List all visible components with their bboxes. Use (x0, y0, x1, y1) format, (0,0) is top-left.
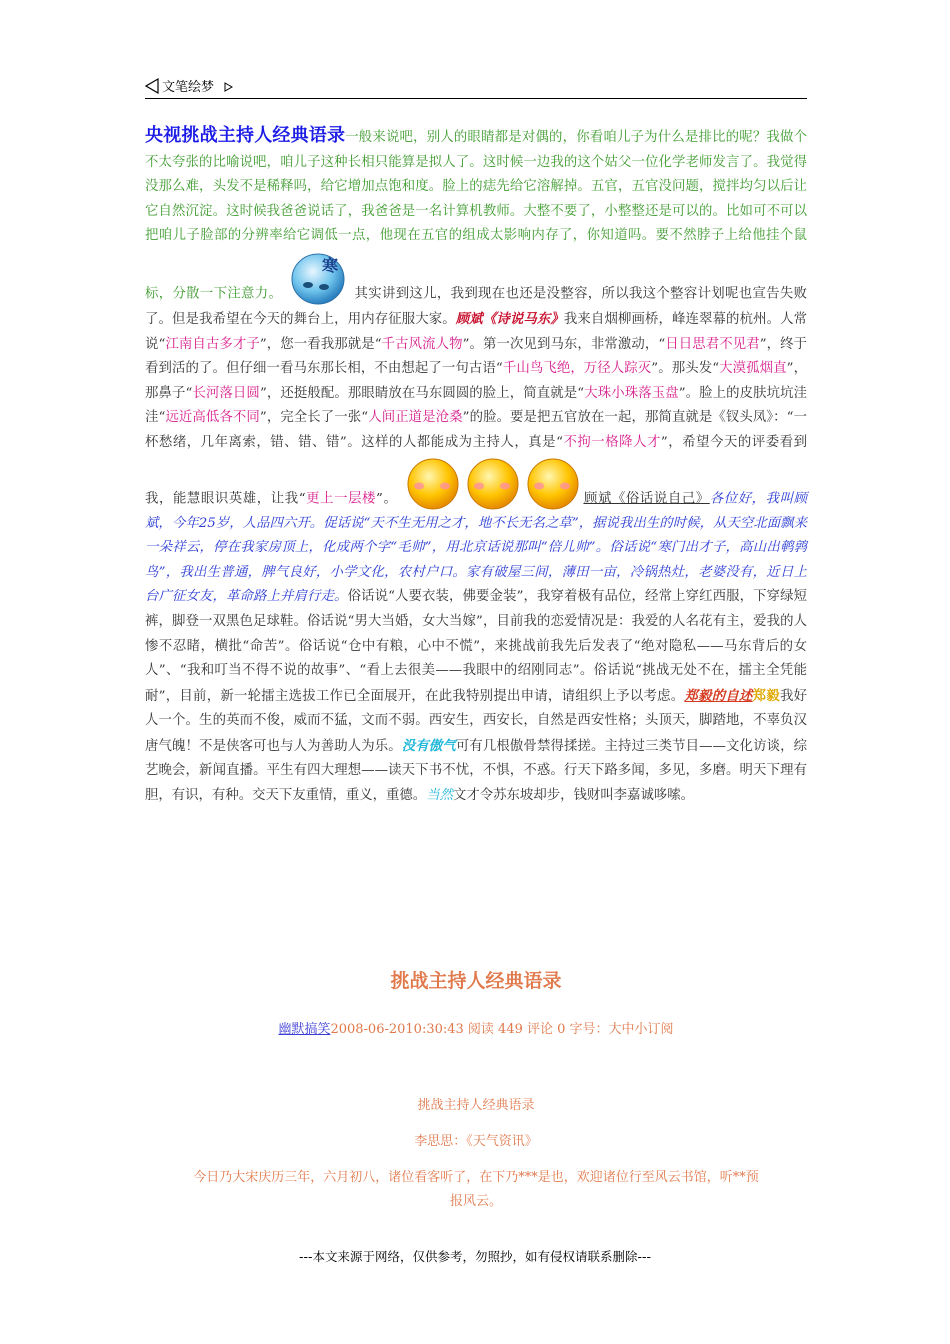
quote-4: 千山鸟飞绝，万径人踪灭 (502, 361, 652, 377)
paragraph-3a: 各位好，我叫顾斌，今年25岁，人品四六开。促话说“天不生无用之才，地不长无名之草”，据说我出生的时候，从天空北面飘来一朵祥云，停在我家房顶上，化成两个字“毛帅”，用北京话说那叫“倍儿帅”。俗话说“寒门出才子，高山出鹌鹑鸟”，我出生普通，脾气良好，小学文化，农村户口。家有破屋三间，薄田一亩，冷锅热灶，老婆没有，近日上台广征女友，革命路上并肩行走。 (145, 490, 807, 605)
emoji-char: 寒 (322, 255, 339, 275)
paragraph-2e: ”，终于看到活的了。但仔细一看马东那长相，不由想起了一句古语“ (145, 336, 808, 377)
footer-disclaimer: ---本文来源于网络，仅供参考，勿照抄，如有侵权请联系删除--- (298, 1249, 652, 1264)
article2-line3a: 今日乃大宋庆历三年，六月初八，诸位看客听了，在下乃***是也，欢迎诸位行至风云书馆，听**预 (193, 1170, 759, 1185)
quote-5: 大漠孤烟直 (719, 361, 787, 377)
quote-3: 日日思君不见君 (665, 336, 760, 352)
page-header (145, 74, 807, 99)
category-link[interactable]: 幽默搞笑 (278, 1022, 331, 1037)
article2-line2: 李思思：《天气资讯》 (414, 1134, 538, 1149)
paragraph-2f: ”。那头发“ (651, 361, 720, 377)
article2-meta (145, 1018, 807, 1037)
paragraph-3b: 俗话说“人要衣装，佛要金装”，我穿着极有品位，经常上穿红西服，下穿绿短裤，脚登一双黑色足球鞋。俗话说“男大当婚，女大当嫁”，目前我的恋爱情况是：我爱的人名花有主，爱我的人惨不忍睹，横批“命苦”。俗话说“仓中有粮，心中不慌”，来挑战前我先后发表了“绝对隐私——马东背后的女人”、“我和叮当不得不说的故事”、“看上去很美——我眼中的绍刚同志”。俗话说“挑战无处不在，擂主全凭能耐”，目前，新一轮擂主选拔工作已全面展开，在此我特别提出申请，请组织上予以考虑。 (145, 589, 807, 704)
section-title-4: 郑毅的自述 (684, 687, 753, 704)
article2-line3b: 报风云。 (449, 1194, 502, 1209)
meta-info: 2008-06-2010:30:43 阅读 449 评论 0 字号：大中小订阅 (330, 1022, 674, 1037)
triangle-right-icon (224, 82, 233, 92)
section-title-5: 没有傲气 (401, 737, 456, 754)
paragraph-4a: 我好人一个。生的英而不俊，威而不猛，文而不弱。西安生，西安长，自然是西安性格；头顶天，脚踏地，不辜负汉唐气魄！不是侠客可也与人为善助人为乐。 (145, 688, 808, 754)
paragraph-intro: 一般来说吧，别人的眼睛都是对偶的，你看咱儿子为什么是排比的呢？我做个不太夸张的比喻说吧，咱儿子这种长相只能算是拟人了。这时候一边我的这个姑父一位化学老师发言了。我觉得没那么难，头发不是稀释吗，给它增加点饱和度。脸上的痣先给它溶解掉。五官，五官没问题，搅拌均匀以后让它自然沉淀。这时候我爸爸说话了，我爸爸是一名计算机教师。大整不要了，小整整还是可以的。比如可不可以把咱儿子脸部的分辨率给它调低一点，他现在五官的组成太影响内存了，你知道吗。要不然脖子上给他挂个鼠标，分散一下注意力。 (145, 130, 808, 302)
paragraph-2l: ”，希望今天的评委看到我，能慧眼识英雄，让我“ (145, 434, 807, 506)
header-left (145, 76, 233, 95)
quote-2: 千古风流人物 (381, 336, 463, 352)
quote-9: 人间正道是沧桑 (368, 410, 463, 426)
article2-line1: 挑战主持人经典语录 (417, 1098, 535, 1113)
smiley-row-icon (405, 456, 581, 512)
paragraph-2j: ”，完全长了一张“ (259, 410, 369, 426)
paragraph-2a: 其实讲到这儿，我到现在也还是没整容，所以我这个整容计划呢也宣告失败了。但是我希望在今天的舞台上，用内存征服大家。 (145, 286, 808, 327)
article-body (145, 124, 807, 809)
paragraph-2h: ”，还挺般配。那眼睛放在马东圆圆的脸上，简直就是“ (259, 385, 585, 401)
quote-6: 长河落日圆 (192, 385, 260, 401)
paragraph-5a: 可有几根傲骨禁得揉搓。主持过三类节目——文化访谈，综艺晚会，新闻直播。平生有四大理想——读天下书不忧，不惧，不惑。行天下路多闻，多见，多磨。明天下理有胆，有识，有种。交天下友重情，重义，重德。 (145, 738, 808, 804)
article-title: 央视挑战主持人经典语录 (145, 125, 346, 146)
section-title-6: 当然 (426, 788, 453, 804)
paragraph-2i: ”。脸上的皮肤坑坑洼洼“ (145, 385, 808, 426)
header-title: 文笔绘梦 (162, 80, 215, 95)
quote-11: 更上一层楼 (305, 490, 377, 506)
quote-10: 不拘一格降人才 (562, 434, 661, 450)
author-name: 郑毅 (752, 687, 780, 704)
cold-emoji-icon (288, 249, 350, 307)
paragraph-2k: ”的脸。要是把五官放在一起，那简直就是《钗头凤》：“一杯愁绪，几年离索，错、错、错”。这样的人都能成为主持人，真是“ (145, 410, 807, 450)
article2-title: 挑战主持人经典语录 (390, 970, 562, 992)
paragraph-6a: 文才令苏东坡却步，钱财叫李嘉诚哆嗦。 (452, 788, 695, 804)
section-title-2: 顾斌《诗说马东》 (455, 310, 564, 327)
paragraph-2d: ”。第一次见到马东，非常激动，“ (462, 336, 666, 352)
quote-7: 大珠小珠落玉盘 (584, 385, 679, 401)
quote-8: 远近高低各不同 (165, 410, 260, 426)
quote-1: 江南自古多才子 (165, 336, 260, 352)
section-title-3: 顾斌《俗话说自己》 (583, 490, 710, 506)
paragraph-2g: ”，那鼻子“ (145, 361, 808, 401)
article2-line3 (145, 1166, 807, 1214)
paragraph-2m: ”。 (376, 490, 398, 506)
paragraph-2c: ”，您一看我那就是“ (259, 336, 382, 352)
paragraph-2b: 我来自烟柳画桥，峰连翠幕的杭州。人常说“ (145, 311, 808, 352)
triangle-left-icon (145, 78, 159, 94)
